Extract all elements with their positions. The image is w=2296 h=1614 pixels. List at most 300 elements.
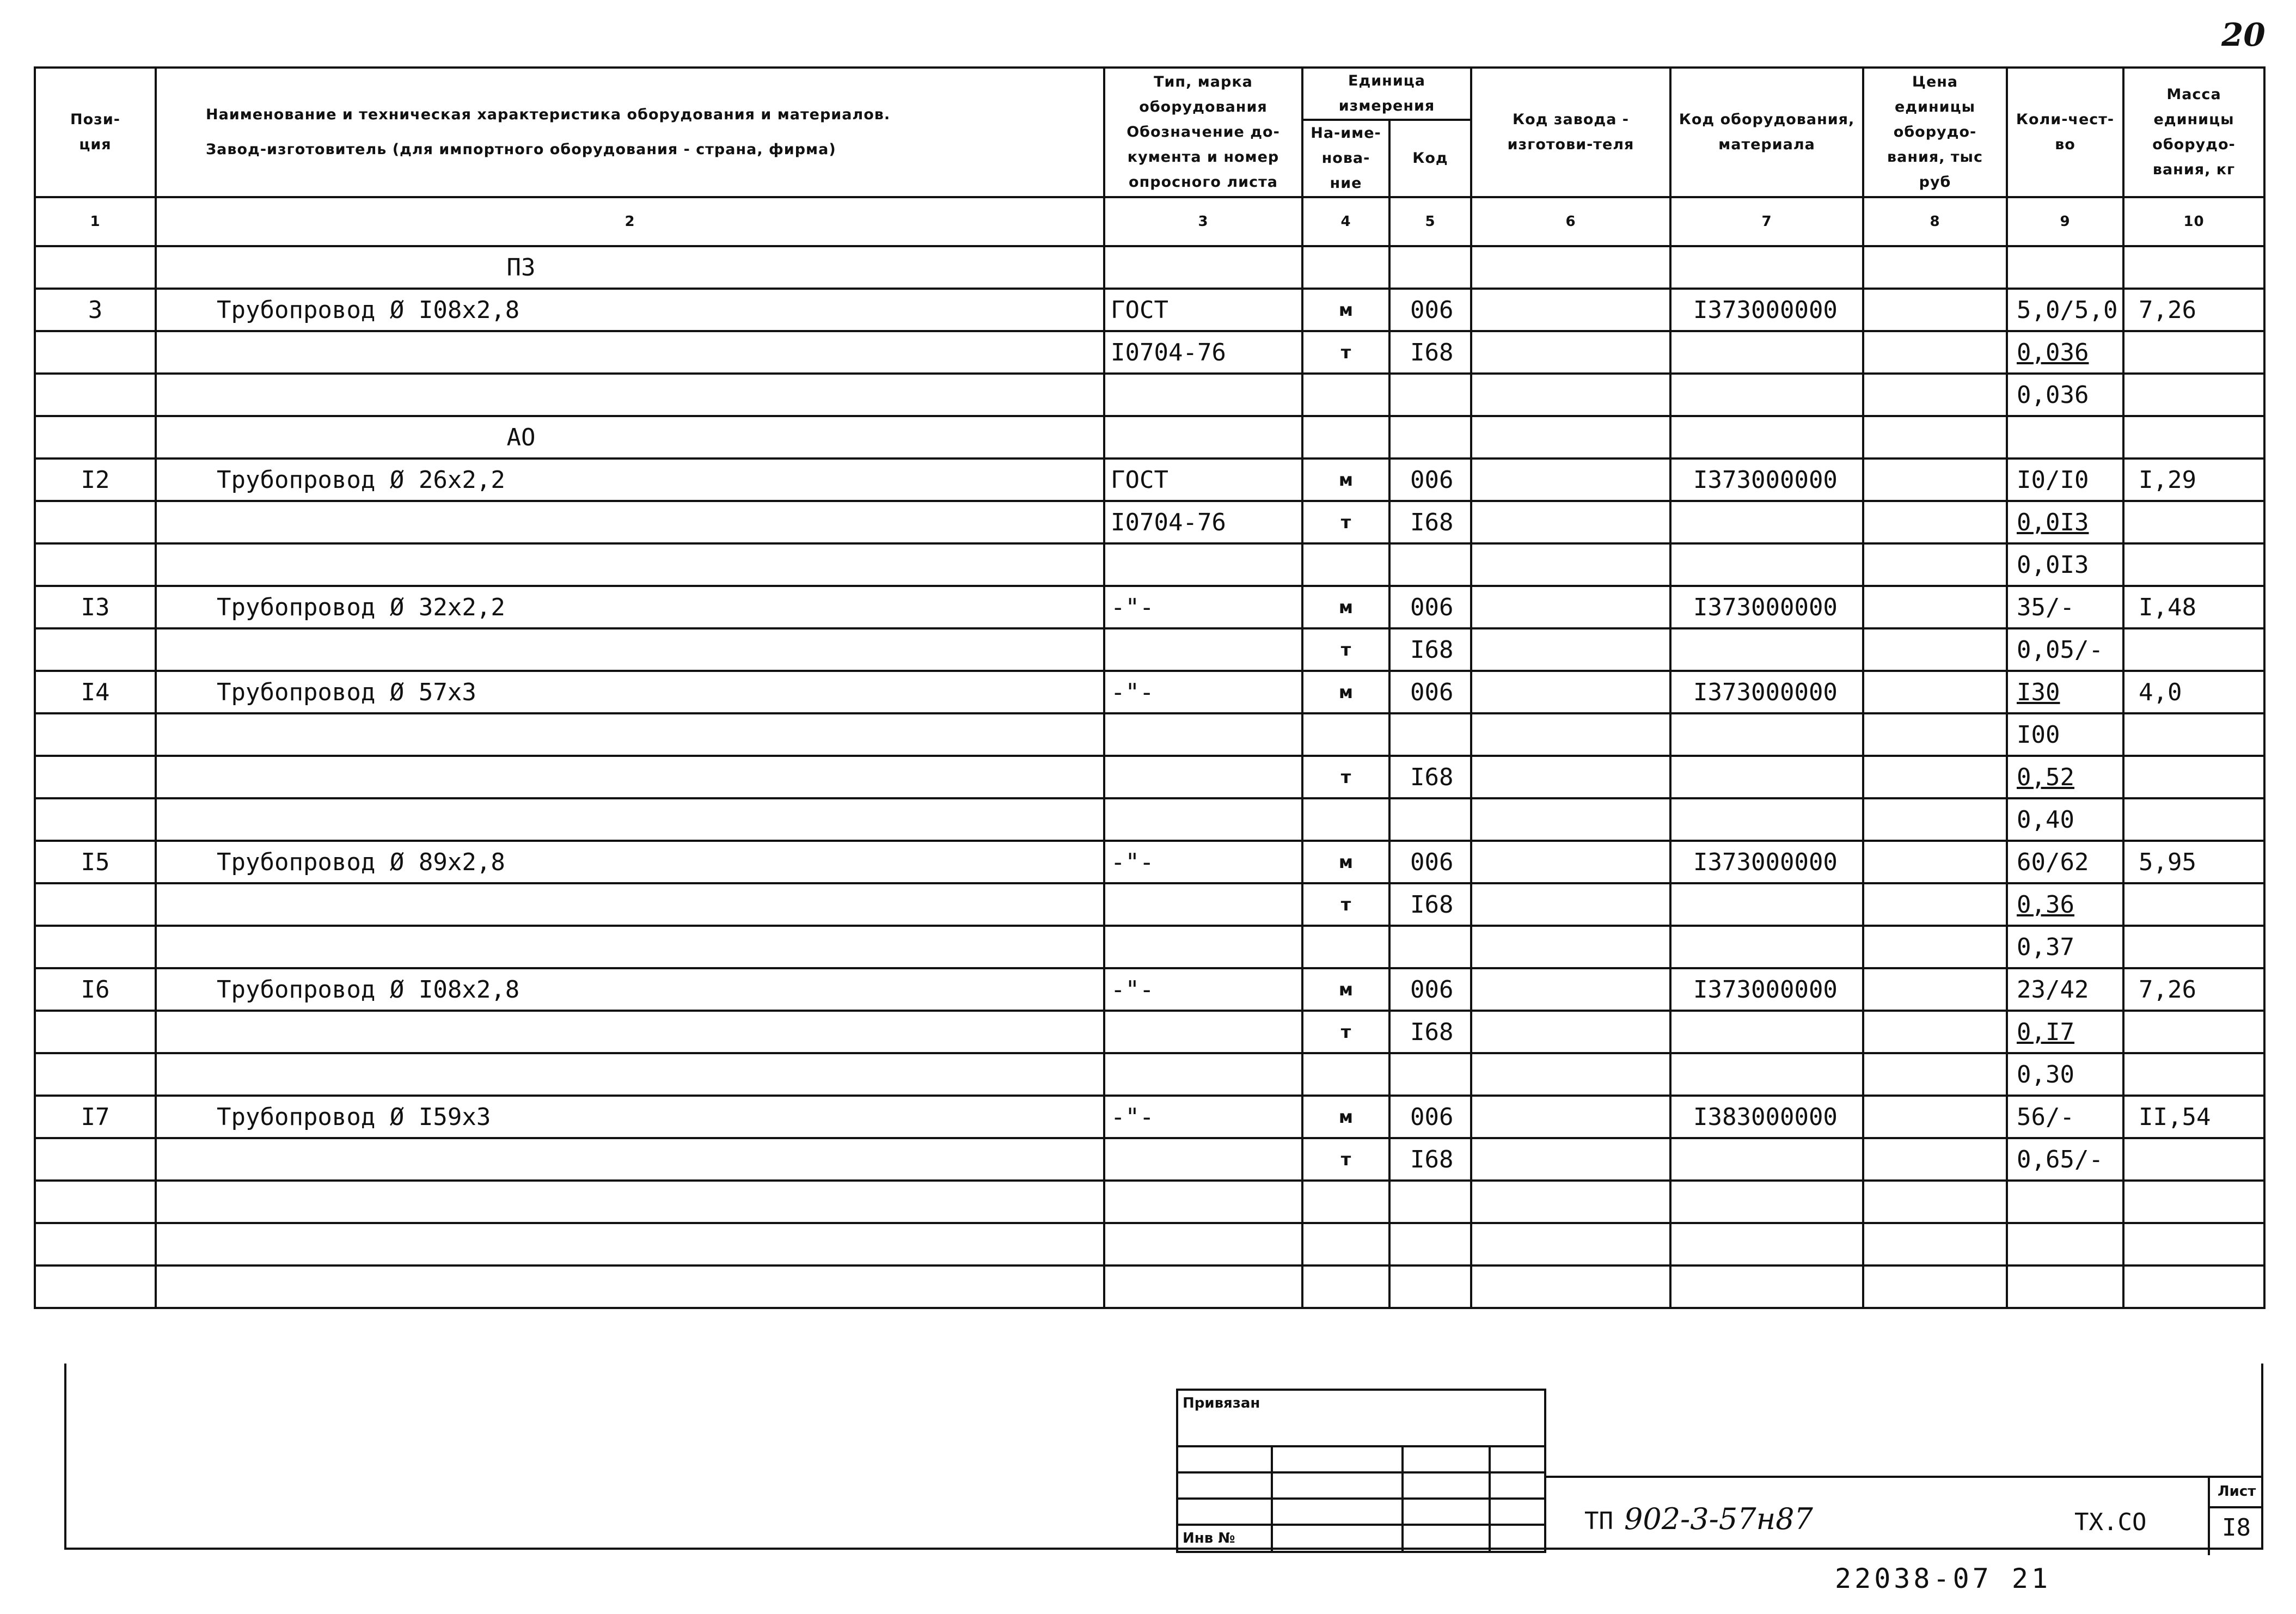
type-doc-cell	[1104, 543, 1302, 586]
name-cell: Трубопровод Ø I08х2,8	[156, 968, 1104, 1011]
material-code-cell	[1670, 501, 1863, 543]
header-unit-name: На-име-нова-ние	[1302, 120, 1389, 197]
type-doc-cell	[1104, 1223, 1302, 1265]
material-code-cell: I373000000	[1670, 458, 1863, 501]
quantity-cell: 0,05/-	[2007, 628, 2123, 671]
mass-cell	[2123, 543, 2264, 586]
maker-code-cell	[1471, 501, 1670, 543]
header-name: Наименование и техническая характеристика оборудования и материалов. Завод-изготовитель (для импортного оборудования - страна, фирма)	[156, 68, 1104, 197]
quantity-cell: I00	[2007, 713, 2123, 756]
type-doc-cell: I0704-76	[1104, 501, 1302, 543]
type-doc-cell	[1104, 1265, 1302, 1308]
section-row	[35, 246, 2264, 289]
mass-cell: 7,26	[2123, 289, 2264, 331]
specification-table	[34, 66, 2266, 1309]
column-number: 3	[1104, 197, 1302, 246]
unit-code-cell: 006	[1389, 968, 1471, 1011]
bound-label: Привязан	[1183, 1395, 1260, 1411]
maker-code-cell	[1471, 713, 1670, 756]
unit-code-cell	[1389, 1223, 1471, 1265]
column-number: 6	[1471, 197, 1670, 246]
maker-code-cell	[1471, 968, 1670, 1011]
position-cell	[35, 1181, 156, 1223]
position-cell	[35, 246, 156, 289]
material-code-cell	[1670, 756, 1863, 798]
mass-cell	[2123, 1223, 2264, 1265]
name-cell: Трубопровод Ø 89х2,8	[156, 841, 1104, 883]
position-cell: I5	[35, 841, 156, 883]
position-cell: I4	[35, 671, 156, 713]
quantity-cell: 0,0I3	[2007, 501, 2123, 543]
maker-code-cell	[1471, 841, 1670, 883]
position-cell	[35, 798, 156, 841]
unit-code-cell	[1389, 374, 1471, 416]
unit-name-cell: м	[1302, 1096, 1389, 1138]
maker-code-cell	[1471, 1181, 1670, 1223]
empty-cell	[2123, 246, 2264, 289]
unit-name-cell: т	[1302, 501, 1389, 543]
material-code-cell: I373000000	[1670, 586, 1863, 628]
table-row	[35, 883, 2264, 926]
maker-code-cell	[1471, 628, 1670, 671]
position-cell	[35, 416, 156, 458]
empty-cell	[2007, 416, 2123, 458]
unit-code-cell	[1389, 713, 1471, 756]
material-code-cell	[1670, 1138, 1863, 1181]
type-doc-cell	[1104, 713, 1302, 756]
maker-code-cell	[1471, 1053, 1670, 1096]
mass-cell	[2123, 628, 2264, 671]
section-name: АО	[156, 416, 1104, 458]
unit-name-cell: т	[1302, 1138, 1389, 1181]
column-number: 9	[2007, 197, 2123, 246]
unit-name-cell	[1302, 1053, 1389, 1096]
price-cell	[1863, 458, 2007, 501]
empty-cell	[2123, 416, 2264, 458]
material-code-cell	[1670, 331, 1863, 374]
name-cell	[156, 628, 1104, 671]
mass-cell: 4,0	[2123, 671, 2264, 713]
quantity-cell: 60/62	[2007, 841, 2123, 883]
section-row	[35, 416, 2264, 458]
unit-code-cell	[1389, 1265, 1471, 1308]
unit-name-cell	[1302, 1223, 1389, 1265]
unit-name-cell	[1302, 1265, 1389, 1308]
name-cell	[156, 501, 1104, 543]
mass-cell	[2123, 713, 2264, 756]
type-doc-cell: -"-	[1104, 968, 1302, 1011]
unit-code-cell: I68	[1389, 501, 1471, 543]
unit-code-cell	[1389, 1181, 1471, 1223]
mass-cell: 7,26	[2123, 968, 2264, 1011]
price-cell	[1863, 1223, 2007, 1265]
quantity-cell: 0,30	[2007, 1053, 2123, 1096]
unit-name-cell: т	[1302, 883, 1389, 926]
unit-code-cell: I68	[1389, 331, 1471, 374]
mass-cell	[2123, 501, 2264, 543]
column-number: 4	[1302, 197, 1389, 246]
binding-stamp	[1176, 1389, 1546, 1553]
quantity-cell: I30	[2007, 671, 2123, 713]
type-doc-cell	[1104, 628, 1302, 671]
unit-code-cell: I68	[1389, 756, 1471, 798]
empty-cell	[1863, 246, 2007, 289]
header-mass: Масса единицы оборудо-вания, кг	[2123, 68, 2264, 197]
header-maker-code: Код завода - изготови-теля	[1471, 68, 1670, 197]
quantity-cell: I0/I0	[2007, 458, 2123, 501]
name-cell: Трубопровод Ø 57х3	[156, 671, 1104, 713]
position-cell: I3	[35, 586, 156, 628]
mass-cell	[2123, 756, 2264, 798]
price-cell	[1863, 883, 2007, 926]
column-number: 1	[35, 197, 156, 246]
quantity-cell: 56/-	[2007, 1096, 2123, 1138]
position-cell	[35, 543, 156, 586]
quantity-cell: 5,0/5,0	[2007, 289, 2123, 331]
maker-code-cell	[1471, 671, 1670, 713]
title-block	[1546, 1476, 2263, 1555]
table-row	[35, 1181, 2264, 1223]
position-cell: I6	[35, 968, 156, 1011]
name-cell: Трубопровод Ø I08х2,8	[156, 289, 1104, 331]
material-code-cell: I373000000	[1670, 671, 1863, 713]
position-cell	[35, 1265, 156, 1308]
maker-code-cell	[1471, 374, 1670, 416]
unit-name-cell	[1302, 1181, 1389, 1223]
mass-cell: I,29	[2123, 458, 2264, 501]
maker-code-cell	[1471, 1265, 1670, 1308]
table-row	[35, 713, 2264, 756]
quantity-cell: 23/42	[2007, 968, 2123, 1011]
type-doc-cell	[1104, 1053, 1302, 1096]
quantity-cell: 0,65/-	[2007, 1138, 2123, 1181]
unit-name-cell	[1302, 374, 1389, 416]
empty-cell	[1302, 246, 1389, 289]
name-cell	[156, 1011, 1104, 1053]
price-cell	[1863, 1053, 2007, 1096]
quantity-cell: 0,I7	[2007, 1011, 2123, 1053]
unit-name-cell: м	[1302, 968, 1389, 1011]
header-type: Тип, марка оборудования Обозначение до-кумента и номер опросного листа	[1104, 68, 1302, 197]
maker-code-cell	[1471, 926, 1670, 968]
footer-code: 22038-07 21	[1835, 1563, 2052, 1594]
table-row	[35, 1138, 2264, 1181]
name-cell	[156, 713, 1104, 756]
position-cell	[35, 883, 156, 926]
table-row	[35, 841, 2264, 883]
unit-code-cell	[1389, 926, 1471, 968]
empty-cell	[1670, 416, 1863, 458]
position-cell: I7	[35, 1096, 156, 1138]
column-number: 7	[1670, 197, 1863, 246]
table-row	[35, 1096, 2264, 1138]
name-cell: Трубопровод Ø 32х2,2	[156, 586, 1104, 628]
unit-name-cell: м	[1302, 586, 1389, 628]
table-row	[35, 543, 2264, 586]
name-cell	[156, 1181, 1104, 1223]
unit-name-cell: т	[1302, 756, 1389, 798]
unit-name-cell: т	[1302, 331, 1389, 374]
table-row	[35, 756, 2264, 798]
name-cell	[156, 798, 1104, 841]
inventory-label: Инв №	[1183, 1530, 1235, 1546]
unit-name-cell: м	[1302, 289, 1389, 331]
quantity-cell: 0,40	[2007, 798, 2123, 841]
empty-cell	[1670, 246, 1863, 289]
maker-code-cell	[1471, 331, 1670, 374]
unit-code-cell	[1389, 1053, 1471, 1096]
unit-code-cell: 006	[1389, 1096, 1471, 1138]
table-row	[35, 289, 2264, 331]
price-cell	[1863, 1181, 2007, 1223]
quantity-cell: 0,37	[2007, 926, 2123, 968]
type-doc-cell	[1104, 1138, 1302, 1181]
unit-code-cell: 006	[1389, 586, 1471, 628]
column-number: 2	[156, 197, 1104, 246]
column-number: 5	[1389, 197, 1471, 246]
material-code-cell	[1670, 798, 1863, 841]
mass-cell: I,48	[2123, 586, 2264, 628]
unit-name-cell: т	[1302, 628, 1389, 671]
position-cell	[35, 1011, 156, 1053]
maker-code-cell	[1471, 586, 1670, 628]
price-cell	[1863, 543, 2007, 586]
price-cell	[1863, 713, 2007, 756]
maker-code-cell	[1471, 1138, 1670, 1181]
unit-code-cell: 006	[1389, 841, 1471, 883]
quantity-cell	[2007, 1265, 2123, 1308]
mass-cell	[2123, 1053, 2264, 1096]
material-code-cell	[1670, 1011, 1863, 1053]
position-cell	[35, 756, 156, 798]
table-row	[35, 968, 2264, 1011]
position-cell	[35, 1223, 156, 1265]
name-cell	[156, 883, 1104, 926]
quantity-cell: 0,036	[2007, 374, 2123, 416]
empty-cell	[1471, 416, 1670, 458]
unit-code-cell: 006	[1389, 458, 1471, 501]
document-code: ТХ.СО	[2074, 1508, 2147, 1536]
name-cell	[156, 543, 1104, 586]
mass-cell	[2123, 1011, 2264, 1053]
position-cell	[35, 628, 156, 671]
type-doc-cell	[1104, 1011, 1302, 1053]
sheet-value: I8	[2222, 1514, 2251, 1542]
designation-number: 902-3-57н87	[1624, 1502, 1813, 1536]
header-unit-code: Код	[1389, 120, 1471, 197]
maker-code-cell	[1471, 1011, 1670, 1053]
table-row	[35, 501, 2264, 543]
material-code-cell	[1670, 1053, 1863, 1096]
table-row	[35, 458, 2264, 501]
maker-code-cell	[1471, 543, 1670, 586]
material-code-cell	[1670, 713, 1863, 756]
price-cell	[1863, 1138, 2007, 1181]
position-cell	[35, 713, 156, 756]
position-cell	[35, 374, 156, 416]
position-cell: I2	[35, 458, 156, 501]
price-cell	[1863, 968, 2007, 1011]
header-price: Цена единицы оборудо-вания, тыс руб	[1863, 68, 2007, 197]
price-cell	[1863, 1096, 2007, 1138]
price-cell	[1863, 289, 2007, 331]
position-cell	[35, 331, 156, 374]
unit-name-cell: т	[1302, 1011, 1389, 1053]
unit-code-cell: 006	[1389, 289, 1471, 331]
name-cell	[156, 756, 1104, 798]
maker-code-cell	[1471, 1223, 1670, 1265]
price-cell	[1863, 331, 2007, 374]
column-number: 10	[2123, 197, 2264, 246]
mass-cell	[2123, 926, 2264, 968]
type-doc-cell	[1104, 926, 1302, 968]
price-cell	[1863, 671, 2007, 713]
quantity-cell	[2007, 1223, 2123, 1265]
type-doc-cell: -"-	[1104, 671, 1302, 713]
mass-cell	[2123, 883, 2264, 926]
empty-cell	[1302, 416, 1389, 458]
type-doc-cell	[1104, 1181, 1302, 1223]
unit-name-cell	[1302, 713, 1389, 756]
mass-cell	[2123, 1265, 2264, 1308]
price-cell	[1863, 798, 2007, 841]
sheet-cell	[2208, 1478, 2263, 1555]
material-code-cell	[1670, 374, 1863, 416]
unit-code-cell: I68	[1389, 883, 1471, 926]
maker-code-cell	[1471, 883, 1670, 926]
maker-code-cell	[1471, 1096, 1670, 1138]
specification-body	[35, 246, 2264, 1308]
price-cell	[1863, 756, 2007, 798]
mass-cell	[2123, 798, 2264, 841]
mass-cell: II,54	[2123, 1096, 2264, 1138]
type-doc-cell: ГОСТ	[1104, 458, 1302, 501]
position-cell	[35, 1138, 156, 1181]
type-doc-cell: -"-	[1104, 841, 1302, 883]
table-row	[35, 798, 2264, 841]
quantity-cell	[2007, 1181, 2123, 1223]
mass-cell	[2123, 1181, 2264, 1223]
material-code-cell: I373000000	[1670, 841, 1863, 883]
type-doc-cell: ГОСТ	[1104, 289, 1302, 331]
unit-code-cell	[1389, 543, 1471, 586]
section-name: ПЗ	[156, 246, 1104, 289]
empty-cell	[1104, 416, 1302, 458]
maker-code-cell	[1471, 756, 1670, 798]
name-cell	[156, 1265, 1104, 1308]
empty-cell	[1863, 416, 2007, 458]
empty-cell	[2007, 246, 2123, 289]
material-code-cell: I383000000	[1670, 1096, 1863, 1138]
table-row	[35, 671, 2264, 713]
unit-name-cell	[1302, 798, 1389, 841]
position-cell	[35, 1053, 156, 1096]
price-cell	[1863, 841, 2007, 883]
empty-cell	[1104, 246, 1302, 289]
unit-name-cell: м	[1302, 458, 1389, 501]
name-cell: Трубопровод Ø 26х2,2	[156, 458, 1104, 501]
type-doc-cell	[1104, 798, 1302, 841]
header-position: Пози- ция	[35, 68, 156, 197]
mass-cell: 5,95	[2123, 841, 2264, 883]
position-cell	[35, 501, 156, 543]
type-doc-cell: -"-	[1104, 586, 1302, 628]
material-code-cell	[1670, 543, 1863, 586]
price-cell	[1863, 501, 2007, 543]
name-cell	[156, 1138, 1104, 1181]
price-cell	[1863, 628, 2007, 671]
column-number: 8	[1863, 197, 2007, 246]
name-cell	[156, 331, 1104, 374]
unit-code-cell: I68	[1389, 1138, 1471, 1181]
material-code-cell	[1670, 1223, 1863, 1265]
name-cell: Трубопровод Ø I59х3	[156, 1096, 1104, 1138]
mass-cell	[2123, 374, 2264, 416]
table-row	[35, 1011, 2264, 1053]
quantity-cell: 0,036	[2007, 331, 2123, 374]
unit-code-cell	[1389, 798, 1471, 841]
table-row	[35, 1223, 2264, 1265]
table-row	[35, 586, 2264, 628]
type-doc-cell: -"-	[1104, 1096, 1302, 1138]
price-cell	[1863, 374, 2007, 416]
header-unit-group: Единица измерения	[1302, 68, 1471, 120]
mass-cell	[2123, 331, 2264, 374]
type-doc-cell	[1104, 883, 1302, 926]
type-doc-cell: I0704-76	[1104, 331, 1302, 374]
material-code-cell	[1670, 1265, 1863, 1308]
empty-cell	[1471, 246, 1670, 289]
designation-prefix: ТП	[1584, 1507, 1613, 1535]
material-code-cell: I373000000	[1670, 289, 1863, 331]
sheet-number: 20	[2221, 16, 2266, 53]
maker-code-cell	[1471, 798, 1670, 841]
price-cell	[1863, 1011, 2007, 1053]
position-cell: 3	[35, 289, 156, 331]
material-code-cell	[1670, 883, 1863, 926]
header-quantity: Коли-чест-во	[2007, 68, 2123, 197]
unit-code-cell: I68	[1389, 1011, 1471, 1053]
quantity-cell: 35/-	[2007, 586, 2123, 628]
maker-code-cell	[1471, 458, 1670, 501]
mass-cell	[2123, 1138, 2264, 1181]
unit-name-cell: м	[1302, 671, 1389, 713]
material-code-cell	[1670, 1181, 1863, 1223]
empty-cell	[1389, 416, 1471, 458]
name-cell	[156, 1053, 1104, 1096]
unit-code-cell: I68	[1389, 628, 1471, 671]
project-designation	[1584, 1502, 1813, 1536]
table-row	[35, 1053, 2264, 1096]
unit-code-cell: 006	[1389, 671, 1471, 713]
table-row	[35, 374, 2264, 416]
unit-name-cell: м	[1302, 841, 1389, 883]
material-code-cell	[1670, 628, 1863, 671]
table-row	[35, 628, 2264, 671]
price-cell	[1863, 586, 2007, 628]
table-row	[35, 1265, 2264, 1308]
maker-code-cell	[1471, 289, 1670, 331]
quantity-cell: 0,52	[2007, 756, 2123, 798]
quantity-cell: 0,0I3	[2007, 543, 2123, 586]
type-doc-cell	[1104, 756, 1302, 798]
name-cell	[156, 926, 1104, 968]
quantity-cell: 0,36	[2007, 883, 2123, 926]
material-code-cell: I373000000	[1670, 968, 1863, 1011]
type-doc-cell	[1104, 374, 1302, 416]
position-cell	[35, 926, 156, 968]
table-row	[35, 926, 2264, 968]
